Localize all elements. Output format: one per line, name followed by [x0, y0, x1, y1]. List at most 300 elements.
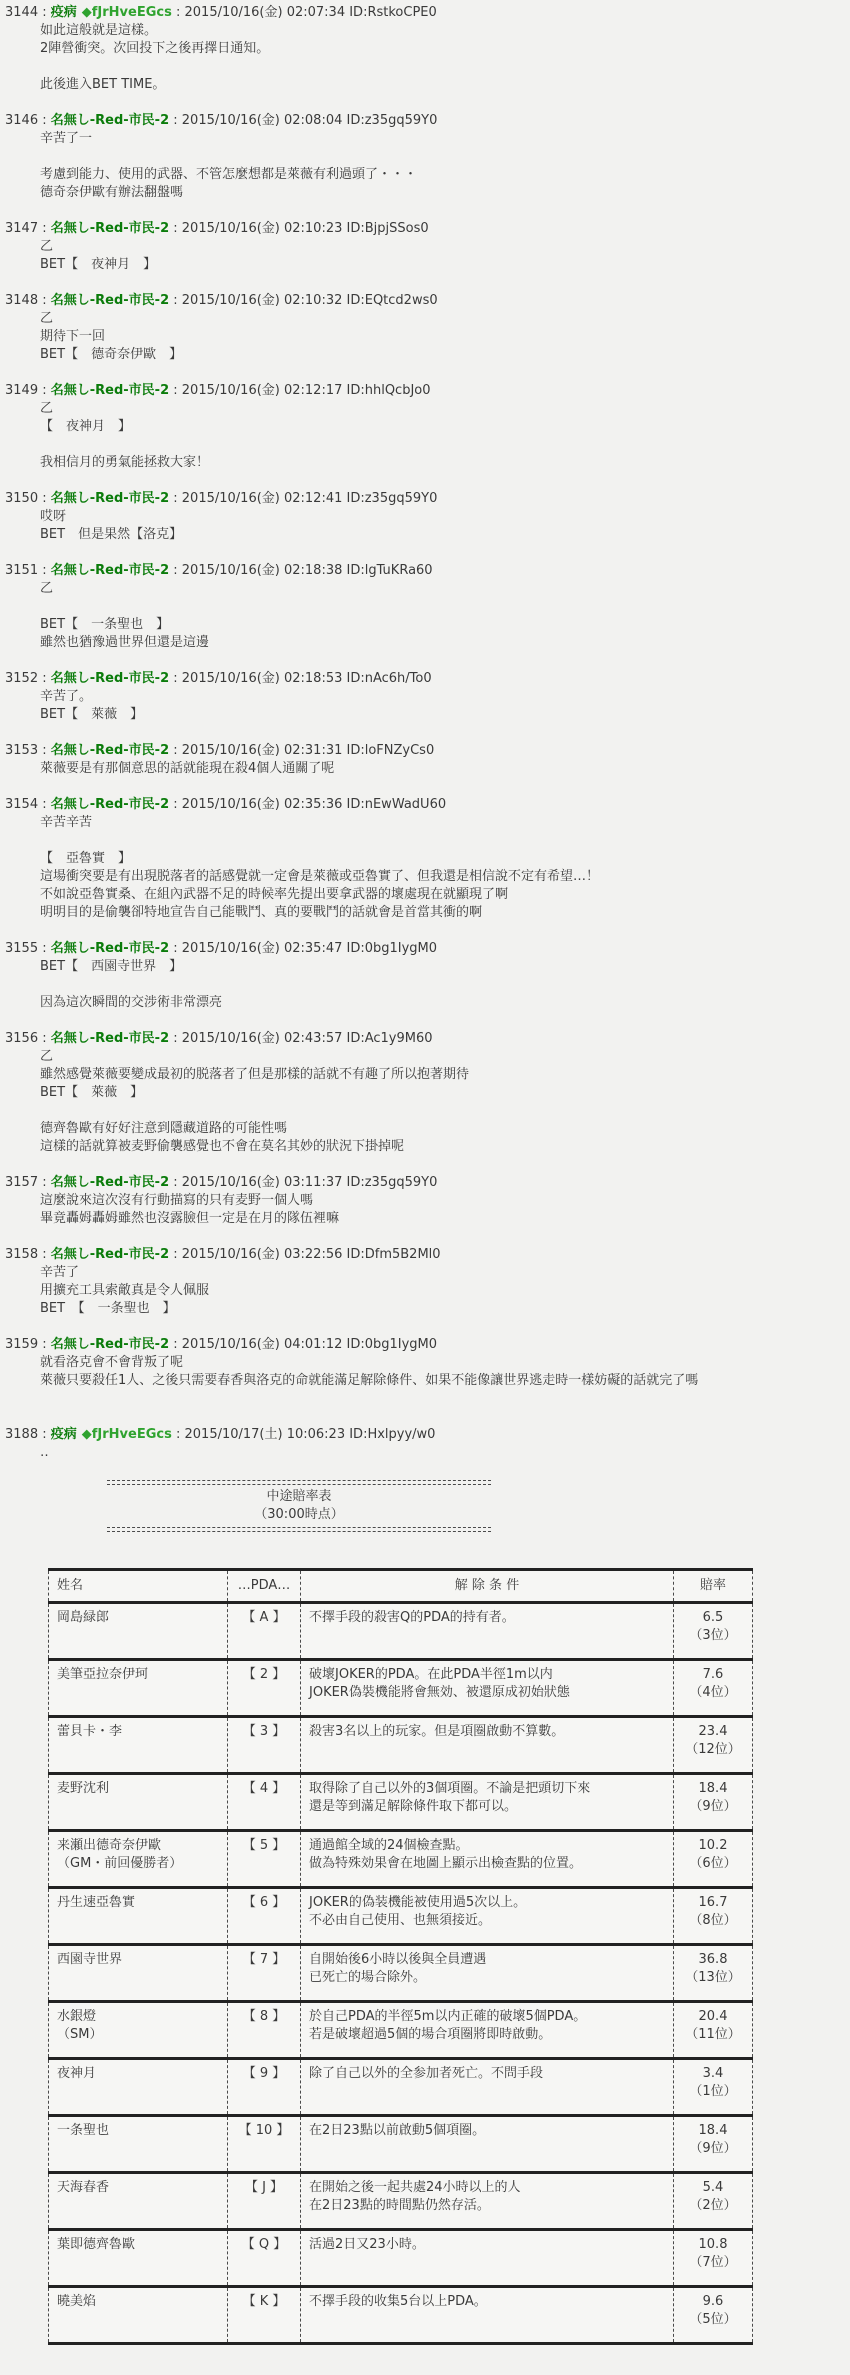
odds-section [0, 1480, 850, 2345]
odds-rank: （9位） [689, 2141, 737, 2156]
post-body [40, 1354, 850, 1408]
pda-card-cell [228, 1603, 301, 1660]
post [5, 562, 850, 652]
pda-card-cell [228, 1717, 301, 1774]
poster-name: 名無し-Red-市民-2 [50, 1247, 170, 1262]
player-name: 西園寺世界 [57, 1952, 123, 1967]
post-text-line: 【 亞魯實 】 [40, 851, 132, 866]
post-list [0, 4, 850, 1462]
post-text-line: 用擴充工具索敵真是令人佩服 [40, 1283, 210, 1298]
post-number: 3157 [5, 1175, 39, 1190]
pda-card-cell [228, 2287, 301, 2344]
pda-card-cell [228, 1774, 301, 1831]
odds-cell [674, 1660, 753, 1717]
post-text-line: 萊薇只要殺任1人、之後只需要春香與洛克的命就能滿足解除條件、如果不能像讓世界逃走時一樣妨礙的話就完了嗎 [40, 1373, 699, 1388]
release-condition-cell [301, 1888, 674, 1945]
release-condition-cell [301, 2002, 674, 2059]
odds-value: 18.4 [698, 2123, 728, 2138]
release-condition-cell [301, 1717, 674, 1774]
separator: : [38, 941, 51, 956]
post-text-line: 我相信月的勇氣能拯救大家！ [40, 455, 210, 470]
odds-cell [674, 1945, 753, 2002]
condition-line: 在2日23點以前啟動5個項圈。 [309, 2123, 486, 2138]
post-body [40, 1192, 850, 1228]
player-name-cell [49, 2173, 228, 2230]
odds-value: 3.4 [702, 2066, 724, 2081]
post [5, 490, 850, 544]
odds-cell [674, 1831, 753, 1888]
post-text-line: 乙 [40, 581, 54, 596]
player-name-cell [49, 2059, 228, 2116]
player-name: 丹生速亞魯實 [57, 1895, 136, 1910]
odds-table-row [49, 2287, 753, 2344]
separator: : [38, 383, 51, 398]
post-header [5, 220, 850, 238]
poster-name: 名無し-Red-市民-2 [50, 491, 170, 506]
post [5, 112, 850, 202]
pda-card: 【 4 】 [242, 1781, 286, 1796]
pda-card: 【 6 】 [242, 1895, 286, 1910]
post [5, 220, 850, 274]
post [5, 1174, 850, 1228]
odds-value: 20.4 [698, 2009, 728, 2024]
post-text-line: BET 【 一条聖也 】 [40, 1301, 176, 1316]
separator: : [169, 491, 182, 506]
post-body [40, 238, 850, 274]
condition-line: 於自己PDA的半徑5m以内正確的破壞5個PDA。 [309, 2009, 587, 2024]
post-text-line: 考慮到能力、使用的武器、不管怎麼想都是萊薇有利過頭了・・・ [40, 167, 418, 182]
pda-card: 【 5 】 [242, 1838, 286, 1853]
odds-col-header-pda: …PDA… [228, 1570, 301, 1603]
post-text-line: BET【 西園寺世界 】 [40, 959, 183, 974]
release-condition-cell [301, 1774, 674, 1831]
odds-cell [674, 1774, 753, 1831]
odds-header-block [107, 1480, 491, 1532]
player-name: 岡島緑郎 [57, 1610, 110, 1625]
post-date-id: 2015/10/16(金) 02:08:04 ID:z35gq59Y0 [181, 113, 438, 128]
post [5, 796, 850, 922]
post-number: 3153 [5, 743, 39, 758]
odds-table-row [49, 1717, 753, 1774]
post-number: 3150 [5, 491, 39, 506]
release-condition-cell [301, 1945, 674, 2002]
poster-name: 名無し-Red-市民-2 [50, 743, 170, 758]
post-text-line: 2陣營衝突。次回投下之後再擇日通知。 [40, 41, 270, 56]
odds-rank: （5位） [689, 2312, 737, 2327]
post-date-id: 2015/10/16(金) 02:12:17 ID:hhlQcbJo0 [181, 383, 431, 398]
pda-card-cell [228, 1888, 301, 1945]
post-text-line: BET【 萊薇 】 [40, 1085, 144, 1100]
condition-line: 不擇手段的收集5台以上PDA。 [309, 2294, 487, 2309]
post-date-id: 2015/10/16(金) 02:18:53 ID:nAc6h/To0 [181, 671, 432, 686]
post-text-line: 萊薇要是有那個意思的話就能現在殺4個人通關了呢 [40, 761, 335, 776]
separator: : [38, 5, 51, 20]
separator: : [169, 563, 182, 578]
player-name-cell [49, 2116, 228, 2173]
odds-table-row [49, 2116, 753, 2173]
pda-card: 【 2 】 [242, 1667, 286, 1682]
post-body [40, 130, 850, 202]
separator: : [169, 1031, 182, 1046]
condition-line: 在開始之後一起共處24小時以上的人 [309, 2180, 521, 2195]
separator: : [38, 491, 51, 506]
player-name: 水銀燈 [57, 2009, 97, 2024]
post-header [5, 1336, 850, 1354]
post-text-line: 辛苦了。 [40, 689, 93, 704]
post-body [40, 760, 850, 778]
player-name-cell [49, 1660, 228, 1717]
poster-name: 名無し-Red-市民-2 [50, 797, 170, 812]
post-header [5, 796, 850, 814]
post-text-line: 雖然感覺萊薇要變成最初的脱落者了但是那樣的話就不有趣了所以抱著期待 [40, 1067, 470, 1082]
poster-name: 名無し-Red-市民-2 [50, 563, 170, 578]
post [5, 742, 850, 778]
condition-line: 做為特殊効果會在地圖上顯示出檢查點的位置。 [309, 1856, 583, 1871]
poster-name: 疫病 [50, 1427, 77, 1442]
condition-line: 除了自己以外的全参加者死亡。不問手段 [309, 2066, 544, 2081]
post-text-line: 明明目的是偷襲卻特地宣告自己能戰鬥、真的要戰鬥的話就會是首當其衝的啊 [40, 905, 483, 920]
post-text-line: 不如說亞魯實桑、在組內武器不足的時候率先提出要拿武器的壞處現在就顯現了啊 [40, 887, 509, 902]
post-text-line: 乙 [40, 239, 54, 254]
player-name-cell [49, 1717, 228, 1774]
player-note: （GM・前回優勝者） [57, 1856, 183, 1871]
odds-value: 6.5 [702, 1610, 724, 1625]
separator: : [38, 1175, 51, 1190]
player-name-cell [49, 1888, 228, 1945]
separator: : [38, 797, 51, 812]
post-body [40, 814, 850, 922]
post-body [40, 688, 850, 724]
release-condition-cell [301, 1831, 674, 1888]
poster-name: 名無し-Red-市民-2 [50, 221, 170, 236]
odds-value: 7.6 [702, 1667, 724, 1682]
post-date-id: 2015/10/16(金) 02:35:36 ID:nEwWadU60 [181, 797, 447, 812]
pda-card-cell [228, 1945, 301, 2002]
pda-card: 【 J 】 [244, 2180, 284, 2195]
post-header [5, 490, 850, 508]
player-note: （SM） [57, 2027, 103, 2042]
pda-card: 【 8 】 [242, 2009, 286, 2024]
release-condition-cell [301, 2230, 674, 2287]
post [5, 382, 850, 472]
odds-table-row [49, 1888, 753, 1945]
post-text-line [40, 1390, 850, 1408]
condition-line: 不擇手段的殺害Q的PDA的持有者。 [309, 1610, 515, 1625]
post-body [40, 508, 850, 544]
post-date-id: 2015/10/16(金) 02:43:57 ID:Ac1y9M60 [181, 1031, 433, 1046]
odds-table-row [49, 2230, 753, 2287]
post [5, 670, 850, 724]
player-name-cell [49, 1945, 228, 2002]
post-header [5, 742, 850, 760]
odds-table-row [49, 1660, 753, 1717]
condition-line: JOKER偽裝機能將會無効、被還原成初始狀態 [309, 1685, 570, 1700]
post-date-id: 2015/10/16(金) 02:07:34 ID:RstkoCPE0 [184, 5, 437, 20]
odds-cell [674, 2173, 753, 2230]
pda-card: 【 A 】 [242, 1610, 286, 1625]
poster-tripcode: ◆fJrHveEGcs [81, 1427, 172, 1442]
post-text-line [40, 976, 850, 994]
odds-rank: （13位） [685, 1970, 741, 1985]
release-condition-cell [301, 2173, 674, 2230]
odds-value: 23.4 [698, 1724, 728, 1739]
post-date-id: 2015/10/16(金) 02:18:38 ID:lgTuKRa60 [181, 563, 433, 578]
post-text-line [40, 1102, 850, 1120]
post-number: 3159 [5, 1337, 39, 1352]
poster-name: 疫病 [50, 5, 77, 20]
odds-rank: （4位） [689, 1685, 737, 1700]
release-condition-cell [301, 2287, 674, 2344]
separator: : [38, 1337, 51, 1352]
player-name: 来瀬出德奇奈伊歐 [57, 1838, 162, 1853]
pda-card-cell [228, 2116, 301, 2173]
post-date-id: 2015/10/16(金) 02:10:32 ID:EQtcd2ws0 [181, 293, 438, 308]
player-name-cell [49, 2287, 228, 2344]
separator: : [38, 113, 51, 128]
post-text-line: 如此這般就是這樣。 [40, 23, 158, 38]
post-number: 3148 [5, 293, 39, 308]
player-name: 天海春香 [57, 2180, 110, 2195]
post-number: 3155 [5, 941, 39, 956]
post [5, 1426, 850, 1462]
odds-cell [674, 2116, 753, 2173]
post-text-line: 因為這次瞬間的交涉術非常漂亮 [40, 995, 223, 1010]
condition-line: 在2日23點的時間點仍然存活。 [309, 2198, 490, 2213]
odds-table-row [49, 1774, 753, 1831]
post-header [5, 292, 850, 310]
post-body [40, 1048, 850, 1156]
post [5, 1336, 850, 1408]
post-body [40, 310, 850, 364]
post-body [40, 580, 850, 652]
separator: : [169, 221, 182, 236]
post-text-line: 乙 [40, 311, 54, 326]
pda-card: 【 Q 】 [241, 2237, 287, 2252]
condition-line: 已死亡的場合除外。 [309, 1970, 427, 1985]
odds-table-subtitle: （30:00時点） [254, 1507, 344, 1522]
separator: : [38, 1247, 51, 1262]
release-condition-cell [301, 1660, 674, 1717]
player-name: 蕾貝卡・李 [57, 1724, 123, 1739]
poster-name: 名無し-Red-市民-2 [50, 113, 170, 128]
post-date-id: 2015/10/16(金) 03:11:37 ID:z35gq59Y0 [181, 1175, 438, 1190]
poster-tripcode: ◆fJrHveEGcs [81, 5, 172, 20]
odds-col-header-condition: 解 除 条 件 [301, 1570, 674, 1603]
post-body [40, 1264, 850, 1318]
post-number: 3146 [5, 113, 39, 128]
odds-col-header-odds: 賠率 [674, 1570, 753, 1603]
post-header [5, 940, 850, 958]
odds-table [48, 1568, 753, 2345]
post-header [5, 382, 850, 400]
pda-card: 【 K 】 [242, 2294, 286, 2309]
odds-value: 18.4 [698, 1781, 728, 1796]
post-text-line: 德奇奈伊歐有辦法翻盤嗎 [40, 185, 184, 200]
pda-card-cell [228, 2002, 301, 2059]
post-header [5, 1246, 850, 1264]
player-name: 曉美焰 [57, 2294, 97, 2309]
pda-card-cell [228, 2173, 301, 2230]
release-condition-cell [301, 1603, 674, 1660]
odds-table-row [49, 1603, 753, 1660]
pda-card: 【 3 】 [242, 1724, 286, 1739]
condition-line: JOKER的偽装機能被使用過5次以上。 [309, 1895, 527, 1910]
pda-card: 【 10 】 [238, 2123, 290, 2138]
post-text-line: 期待下一回 [40, 329, 106, 344]
separator: : [169, 113, 182, 128]
post-text-line: 乙 [40, 1049, 54, 1064]
post-body [40, 22, 850, 94]
condition-line: 破壞JOKER的PDA。在此PDA半徑1m以内 [309, 1667, 553, 1682]
post-header [5, 670, 850, 688]
post-header [5, 112, 850, 130]
post-date-id: 2015/10/16(金) 04:01:12 ID:0bg1IygM0 [181, 1337, 438, 1352]
odds-rank: （12位） [685, 1742, 741, 1757]
post-number: 3147 [5, 221, 39, 236]
separator: : [38, 563, 51, 578]
post-header [5, 562, 850, 580]
poster-name: 名無し-Red-市民-2 [50, 1031, 170, 1046]
post-text-line: BET【 德奇奈伊歐 】 [40, 347, 183, 362]
separator: : [38, 293, 51, 308]
separator: : [169, 797, 182, 812]
post-number: 3144 [5, 5, 39, 20]
separator: : [169, 671, 182, 686]
post-text-line: BET【 夜神月 】 [40, 257, 157, 272]
pda-card-cell [228, 2059, 301, 2116]
player-name: 美筆亞拉奈伊珂 [57, 1667, 149, 1682]
post-number: 3151 [5, 563, 39, 578]
divider-line-bottom [107, 1527, 491, 1532]
release-condition-cell [301, 2116, 674, 2173]
post-text-line: 【 夜神月 】 [40, 419, 132, 434]
separator: : [169, 1337, 182, 1352]
odds-cell [674, 2230, 753, 2287]
odds-value: 36.8 [698, 1952, 728, 1967]
odds-rank: （6位） [689, 1856, 737, 1871]
post-text-line: 辛苦了一 [40, 131, 93, 146]
post-text-line: 雖然也猶豫過世界但還是這邊 [40, 635, 210, 650]
post-text-line: BET 但是果然【洛克】 [40, 527, 183, 542]
odds-col-header-name: 姓名 [49, 1570, 228, 1603]
post-date-id: 2015/10/16(金) 02:10:23 ID:BjpjSSos0 [181, 221, 429, 236]
condition-line: 取得除了自己以外的3個項圈。不論是把頭切下來 [309, 1781, 591, 1796]
pda-card: 【 9 】 [242, 2066, 286, 2081]
post-text-line: 乙 [40, 401, 54, 416]
post-text-line [40, 58, 850, 76]
odds-table-row [49, 2059, 753, 2116]
pda-card: 【 7 】 [242, 1952, 286, 1967]
odds-cell [674, 2287, 753, 2344]
odds-table-row [49, 2002, 753, 2059]
pda-card-cell [228, 1831, 301, 1888]
odds-table-row [49, 1831, 753, 1888]
post-date-id: 2015/10/17(土) 10:06:23 ID:Hxlpyy/w0 [184, 1427, 436, 1442]
odds-value: 16.7 [698, 1895, 728, 1910]
poster-name: 名無し-Red-市民-2 [50, 383, 170, 398]
odds-value: 10.2 [698, 1838, 728, 1853]
post [5, 4, 850, 94]
post-text-line [40, 436, 850, 454]
post-number: 3158 [5, 1247, 39, 1262]
poster-name: 名無し-Red-市民-2 [50, 671, 170, 686]
separator: : [38, 1031, 51, 1046]
poster-name: 名無し-Red-市民-2 [50, 293, 170, 308]
odds-cell [674, 1603, 753, 1660]
post-text-line: BET【 萊薇 】 [40, 707, 144, 722]
separator: : [169, 1247, 182, 1262]
post-date-id: 2015/10/16(金) 02:31:31 ID:loFNZyCs0 [181, 743, 435, 758]
post [5, 940, 850, 1012]
player-name-cell [49, 1603, 228, 1660]
post-text-line: BET【 一条聖也 】 [40, 617, 170, 632]
poster-name: 名無し-Red-市民-2 [50, 1337, 170, 1352]
post-text-line: ‥ [40, 1445, 49, 1460]
player-name-cell [49, 2002, 228, 2059]
post-body [40, 1444, 850, 1462]
post-text-line: 這麼說來這次沒有行動描寫的只有麦野一個人嗎 [40, 1193, 314, 1208]
odds-cell [674, 1717, 753, 1774]
post [5, 292, 850, 364]
odds-cell [674, 1888, 753, 1945]
separator: : [169, 1175, 182, 1190]
post-date-id: 2015/10/16(金) 02:35:47 ID:0bg1IygM0 [181, 941, 438, 956]
poster-name: 名無し-Red-市民-2 [50, 1175, 170, 1190]
post-date-id: 2015/10/16(金) 02:12:41 ID:z35gq59Y0 [181, 491, 438, 506]
post [5, 1246, 850, 1318]
separator: : [171, 5, 185, 20]
separator: : [169, 941, 182, 956]
post-text-line [40, 832, 850, 850]
post-number: 3154 [5, 797, 39, 812]
post-date-id: 2015/10/16(金) 03:22:56 ID:Dfm5B2Ml0 [181, 1247, 441, 1262]
post-header [5, 1426, 850, 1444]
odds-table-row [49, 1945, 753, 2002]
player-name: 葉即德齊魯歐 [57, 2237, 136, 2252]
separator: : [38, 221, 51, 236]
release-condition-cell [301, 2059, 674, 2116]
post-text-line: 辛苦辛苦 [40, 815, 93, 830]
post-text-line [40, 598, 850, 616]
post-text-line: 畢竟轟姆轟姆雖然也沒露臉但一定是在月的隊伍裡嘛 [40, 1211, 340, 1226]
post-text-line: 這場衝突要是有出現脱落者的話感覺就一定會是萊薇或亞魯實了、但我還是相信說不定有希望…！ [40, 869, 600, 884]
post-number: 3156 [5, 1031, 39, 1046]
player-name: 一条聖也 [57, 2123, 110, 2138]
separator: : [38, 671, 51, 686]
post-text-line: 就看洛克會不會背叛了呢 [40, 1355, 184, 1370]
separator: : [169, 743, 182, 758]
post-header [5, 4, 850, 22]
separator: : [169, 293, 182, 308]
player-name-cell [49, 1774, 228, 1831]
odds-value: 5.4 [702, 2180, 724, 2195]
condition-line: 不必由自己使用、也無須接近。 [309, 1913, 492, 1928]
odds-table-row [49, 2173, 753, 2230]
post-header [5, 1174, 850, 1192]
post-number: 3149 [5, 383, 39, 398]
post-text-line: 辛苦了 [40, 1265, 80, 1280]
post-number: 3188 [5, 1427, 39, 1442]
post-number: 3152 [5, 671, 39, 686]
post-header [5, 1030, 850, 1048]
odds-table-header-row [49, 1570, 753, 1603]
odds-rank: （11位） [685, 2027, 741, 2042]
separator: : [38, 1427, 51, 1442]
pda-card-cell [228, 1660, 301, 1717]
odds-rank: （7位） [689, 2255, 737, 2270]
condition-line: 自開始後6小時以後與全員遭遇 [309, 1952, 487, 1967]
player-name: 夜神月 [57, 2066, 97, 2081]
